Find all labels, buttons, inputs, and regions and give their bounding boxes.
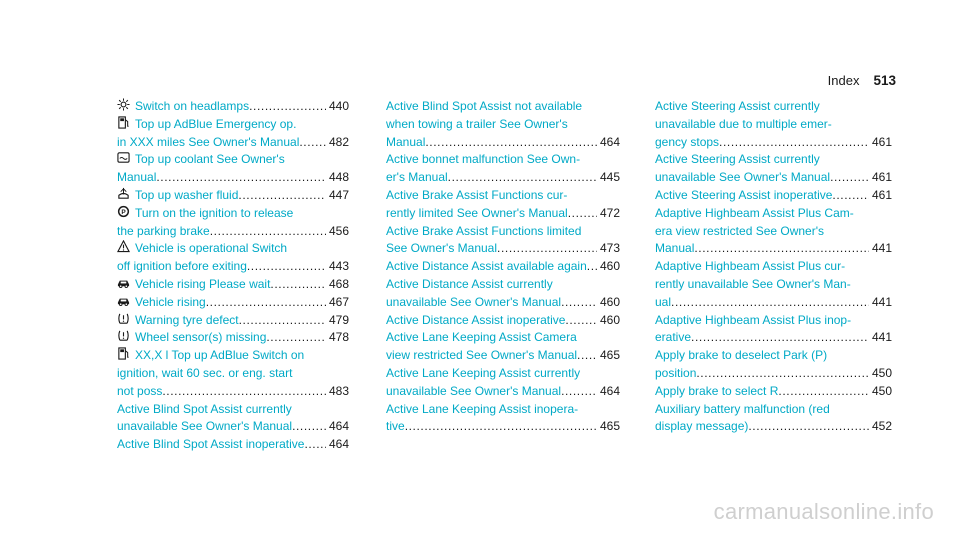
dot-leader	[691, 329, 869, 347]
dot-leader	[497, 240, 597, 258]
page-header	[828, 73, 896, 88]
index-page-number[interactable]: 450	[871, 365, 892, 380]
index-entry-line	[655, 240, 892, 258]
vehicle-rising-icon	[117, 276, 130, 289]
index-entry-line	[117, 329, 349, 347]
dot-leader	[778, 383, 869, 401]
index-entry-text[interactable]: Active Distance Assist currently	[386, 276, 553, 291]
index-entry-text[interactable]: era view restricted See Owner's	[655, 223, 825, 238]
index-entry-text[interactable]: unavailable due to multiple emer-	[655, 116, 832, 131]
index-entry[interactable]	[655, 383, 892, 401]
dot-leader	[162, 383, 326, 401]
parking-brake-icon	[117, 205, 130, 218]
index-entry-text[interactable]: Active Blind Spot Assist not available	[386, 99, 583, 113]
index-entry-text[interactable]: Adaptive Highbeam Assist Plus Cam-	[655, 205, 854, 220]
dot-leader	[239, 312, 326, 330]
dot-leader	[830, 169, 869, 187]
index-entry-line	[386, 401, 620, 419]
index-entry[interactable]	[117, 240, 349, 276]
dot-leader	[448, 169, 597, 187]
index-entry-text[interactable]: not poss	[117, 383, 163, 398]
index-page-number[interactable]: 465	[599, 419, 620, 434]
index-entry-line	[117, 134, 349, 152]
dot-leader	[568, 205, 597, 223]
index-entry-line	[117, 223, 349, 241]
index-page-number[interactable]: 460	[599, 294, 620, 309]
index-page-number[interactable]: 464	[328, 437, 349, 452]
dot-leader	[565, 312, 597, 330]
index-entry-line	[117, 240, 349, 258]
index-entry[interactable]	[117, 401, 349, 437]
index-entry-text[interactable]: Auxiliary battery malfunction (red	[655, 401, 830, 416]
index-entry-text[interactable]: Warning tyre defect	[135, 312, 239, 327]
index-entry-line	[386, 116, 620, 134]
index-entry[interactable]	[117, 187, 349, 205]
index-entry[interactable]	[386, 187, 620, 223]
index-page-number[interactable]: 460	[599, 259, 620, 274]
svg-text:P: P	[121, 208, 126, 216]
index-entry-line	[655, 258, 892, 276]
index-entry-text[interactable]: unavailable See Owner's Manual	[655, 170, 831, 185]
index-entry-text[interactable]: unavailable See Owner's Manual	[386, 383, 562, 398]
index-column-3	[655, 98, 892, 436]
index-entry-text[interactable]: erative	[655, 330, 692, 345]
index-entry[interactable]	[655, 312, 892, 348]
index-entry-line	[655, 312, 892, 330]
index-entry-text[interactable]: rently limited See Owner's Manual	[386, 205, 568, 220]
index-entry-line	[386, 134, 620, 152]
dot-leader	[577, 347, 597, 365]
index-page-number[interactable]: 465	[599, 348, 620, 363]
index-entry-text[interactable]: Active Steering Assist currently	[655, 152, 820, 167]
index-entry-text[interactable]: when towing a trailer See Owner's	[386, 116, 568, 131]
index-entry-line	[655, 276, 892, 294]
index-entry-text[interactable]: Active Lane Keeping Assist currently	[386, 365, 581, 380]
index-column-1	[117, 98, 349, 454]
index-entry-text[interactable]: Apply brake to deselect Park (P)	[655, 348, 828, 363]
dot-leader	[832, 187, 869, 205]
dot-leader	[299, 134, 326, 152]
index-entry[interactable]	[655, 258, 892, 311]
index-entry[interactable]	[386, 312, 620, 330]
dot-leader	[266, 329, 326, 347]
index-entry-text[interactable]: Active bonnet malfunction See Own-	[386, 152, 581, 167]
index-entry-line	[655, 134, 892, 152]
index-entry-line	[386, 240, 620, 258]
dot-leader	[748, 418, 869, 436]
index-entry-text[interactable]: unavailable See Owner's Manual	[117, 419, 293, 434]
fuel-pump-icon	[117, 347, 130, 360]
index-entry-text[interactable]: Active Blind Spot Assist currently	[117, 401, 292, 416]
dot-leader	[561, 294, 597, 312]
index-entry-line	[386, 329, 620, 347]
index-entry-line	[117, 347, 349, 365]
index-entry-line	[655, 223, 892, 241]
index-entry-text[interactable]: See Owner's Manual	[386, 241, 498, 256]
index-entry-text[interactable]: Top up AdBlue Emergency op.	[135, 116, 297, 131]
tyre-pressure-icon	[117, 329, 130, 342]
dot-leader	[405, 418, 597, 436]
index-entry-text[interactable]: Vehicle rising	[135, 294, 206, 309]
index-entry-text[interactable]: Adaptive Highbeam Assist Plus inop-	[655, 312, 852, 327]
index-entry-line	[386, 169, 620, 187]
index-entry[interactable]	[117, 205, 349, 241]
index-entry-line	[655, 187, 892, 205]
dot-leader	[587, 258, 597, 276]
index-entry-text[interactable]: rently unavailable See Owner's Man-	[655, 276, 851, 291]
index-entry-line	[117, 436, 349, 454]
index-entry-line	[655, 151, 892, 169]
index-page-number[interactable]: 478	[328, 330, 349, 345]
index-page-number[interactable]: 461	[871, 187, 892, 202]
index-entry[interactable]	[655, 401, 892, 437]
dot-leader	[210, 223, 326, 241]
index-entry-line	[117, 205, 349, 223]
dot-leader	[696, 365, 869, 383]
index-entry-line	[655, 401, 892, 419]
index-entry-line	[386, 312, 620, 330]
index-entry-text[interactable]: Active Steering Assist inoperative	[655, 187, 833, 202]
index-entry-text[interactable]: Active Steering Assist currently	[655, 99, 820, 113]
index-entry-line	[386, 223, 620, 241]
index-entry[interactable]	[386, 223, 620, 259]
index-entry-line	[655, 294, 892, 312]
index-page-number[interactable]: 447	[328, 187, 349, 202]
vehicle-rising-icon	[117, 294, 130, 307]
index-entry[interactable]	[655, 187, 892, 205]
index-entry-line	[386, 365, 620, 383]
index-entry-line	[117, 294, 349, 312]
index-entry-line	[386, 276, 620, 294]
index-entry-text[interactable]: Top up washer fluid	[135, 187, 239, 202]
index-entry-line	[655, 98, 892, 116]
index-page-number[interactable]: 461	[871, 170, 892, 185]
index-page-number[interactable]: 464	[599, 134, 620, 149]
index-entry[interactable]	[117, 276, 349, 294]
dot-leader	[292, 418, 326, 436]
index-entry-text[interactable]: Active Lane Keeping Assist inopera-	[386, 401, 579, 416]
index-entry-text[interactable]: Active Distance Assist available again	[386, 259, 587, 274]
dot-leader	[694, 240, 869, 258]
index-entry-text[interactable]: position	[655, 365, 697, 380]
index-entry[interactable]	[117, 436, 349, 454]
index-entry-text[interactable]: Wheel sensor(s) missing	[135, 330, 267, 345]
index-page-number[interactable]: 464	[599, 383, 620, 398]
index-entry-line	[655, 365, 892, 383]
index-entry-line	[117, 418, 349, 436]
index-entry-line	[117, 151, 349, 169]
index-entry-text[interactable]: Active Distance Assist inoperative	[386, 312, 566, 327]
index-entry-text[interactable]: Active Brake Assist Functions limited	[386, 223, 582, 238]
index-page-number[interactable]: 473	[599, 241, 620, 256]
index-entry-text[interactable]: Active Blind Spot Assist inoperative	[117, 437, 305, 452]
dot-leader	[561, 383, 597, 401]
index-page-number[interactable]: 448	[328, 170, 349, 185]
index-entry[interactable]	[655, 151, 892, 187]
index-entry-text[interactable]: Active Brake Assist Functions cur-	[386, 187, 568, 202]
index-entry[interactable]	[117, 347, 349, 400]
index-page-number[interactable]: 479	[328, 312, 349, 327]
index-entry-text[interactable]: Manual	[386, 134, 426, 149]
index-entry-line	[117, 116, 349, 134]
index-entry[interactable]	[386, 276, 620, 312]
index-entry-text[interactable]: Turn on the ignition to release	[135, 205, 294, 220]
dot-leader	[671, 294, 869, 312]
index-entry-text[interactable]: tive	[386, 419, 405, 434]
index-entry-line	[386, 258, 620, 276]
index-entry-text[interactable]: gency stops	[655, 134, 720, 149]
index-page-number[interactable]: 483	[328, 383, 349, 398]
index-entry-line	[655, 347, 892, 365]
index-entry-line	[655, 205, 892, 223]
index-entry[interactable]	[386, 151, 620, 187]
index-page-number[interactable]: 468	[328, 276, 349, 291]
dot-leader	[719, 134, 869, 152]
index-entry-text[interactable]: view restricted See Owner's Manual	[386, 348, 578, 363]
index-entry[interactable]	[386, 258, 620, 276]
index-page-number[interactable]: 464	[328, 419, 349, 434]
index-page-number[interactable]: 443	[328, 259, 349, 274]
index-entry-text[interactable]: unavailable See Owner's Manual	[386, 294, 562, 309]
index-entry-text[interactable]: XX,X l Top up AdBlue Switch on	[135, 348, 305, 363]
index-entry-line	[386, 294, 620, 312]
index-entry-text[interactable]: in XXX miles See Owner's Manual	[117, 134, 300, 149]
index-entry[interactable]	[117, 294, 349, 312]
index-entry[interactable]	[117, 116, 349, 152]
index-entry-line	[386, 187, 620, 205]
index-entry-line	[117, 187, 349, 205]
index-entry[interactable]	[386, 329, 620, 365]
index-entry-line	[386, 151, 620, 169]
index-page-number[interactable]: 461	[871, 134, 892, 149]
index-entry[interactable]	[655, 205, 892, 258]
index-entry-text[interactable]: Manual	[655, 241, 695, 256]
index-page-number[interactable]: 482	[328, 134, 349, 149]
warning-triangle-icon	[117, 240, 130, 253]
index-entry-line	[117, 401, 349, 419]
dot-leader	[304, 436, 326, 454]
index-entry-line	[386, 205, 620, 223]
index-entry-line	[655, 329, 892, 347]
index-entry-text[interactable]: Switch on headlamps	[135, 99, 250, 113]
index-page-number[interactable]: 445	[599, 170, 620, 185]
dot-leader	[206, 294, 326, 312]
index-entry[interactable]	[386, 401, 620, 437]
index-page-number[interactable]: 450	[871, 383, 892, 398]
index-entry[interactable]	[117, 312, 349, 330]
index-entry-text[interactable]: display message)	[655, 419, 749, 434]
index-entry-line	[117, 312, 349, 330]
index-entry-line	[386, 347, 620, 365]
index-entry[interactable]	[117, 151, 349, 187]
dot-leader	[270, 276, 326, 294]
index-page-number[interactable]: 472	[599, 205, 620, 220]
index-entry[interactable]	[386, 98, 620, 151]
index-entry-text[interactable]: Vehicle is operational Switch	[135, 241, 288, 256]
index-entry-text[interactable]: the parking brake	[117, 223, 210, 238]
index-entry-text[interactable]: Vehicle rising Please wait	[135, 276, 271, 291]
index-entry-text[interactable]: ual	[655, 294, 672, 309]
index-page-number[interactable]: 460	[599, 312, 620, 327]
tyre-pressure-icon	[117, 312, 130, 325]
fuel-pump-icon	[117, 116, 130, 129]
index-column-2	[386, 98, 620, 436]
index-entry-line	[117, 258, 349, 276]
index-entry-line	[655, 116, 892, 134]
headlamp-icon	[117, 98, 130, 111]
dot-leader	[249, 98, 326, 116]
page-number: 513	[873, 73, 896, 88]
index-entry-line	[117, 276, 349, 294]
dot-leader	[238, 187, 326, 205]
dot-leader	[247, 258, 326, 276]
index-entry[interactable]	[386, 365, 620, 401]
index-entry-line	[386, 418, 620, 436]
index-entry[interactable]	[117, 98, 349, 116]
index-entry-line	[655, 383, 892, 401]
section-title: Index	[827, 73, 860, 88]
washer-fluid-icon	[117, 187, 130, 200]
index-entry-line	[655, 169, 892, 187]
index-entry[interactable]	[117, 329, 349, 347]
dot-leader	[156, 169, 326, 187]
index-entry-text[interactable]: ignition, wait 60 sec. or eng. start	[117, 365, 293, 380]
index-entry-text[interactable]: Apply brake to select R	[655, 383, 779, 398]
watermark: carmanualsonline.info	[713, 499, 934, 524]
coolant-icon	[117, 151, 130, 164]
index-entry-text[interactable]: Active Lane Keeping Assist Camera	[386, 330, 577, 345]
index-entry-line	[117, 365, 349, 383]
index-page-number[interactable]: 452	[871, 419, 892, 434]
dot-leader	[425, 134, 597, 152]
index-page-number[interactable]: 467	[328, 294, 349, 309]
index-entry-line	[117, 98, 349, 116]
index-entry-line	[117, 169, 349, 187]
index-entry-text[interactable]: er's Manual	[386, 170, 448, 185]
index-entry-line	[386, 98, 620, 116]
index-entry-text[interactable]: Manual	[117, 170, 157, 185]
index-entry[interactable]	[655, 347, 892, 383]
index-page-number[interactable]: 441	[871, 294, 892, 309]
index-entry[interactable]	[655, 98, 892, 151]
index-page-number[interactable]: 456	[328, 223, 349, 238]
index-entry-line	[655, 418, 892, 436]
index-page-number[interactable]: 441	[871, 330, 892, 345]
index-entry-text[interactable]: Adaptive Highbeam Assist Plus cur-	[655, 259, 846, 274]
index-page-number[interactable]: 441	[871, 241, 892, 256]
index-entry-text[interactable]: Top up coolant See Owner's	[135, 152, 285, 167]
index-entry-line	[117, 383, 349, 401]
index-page-number[interactable]: 440	[328, 99, 349, 113]
index-entry-text[interactable]: off ignition before exiting	[117, 259, 247, 274]
index-entry-line	[386, 383, 620, 401]
